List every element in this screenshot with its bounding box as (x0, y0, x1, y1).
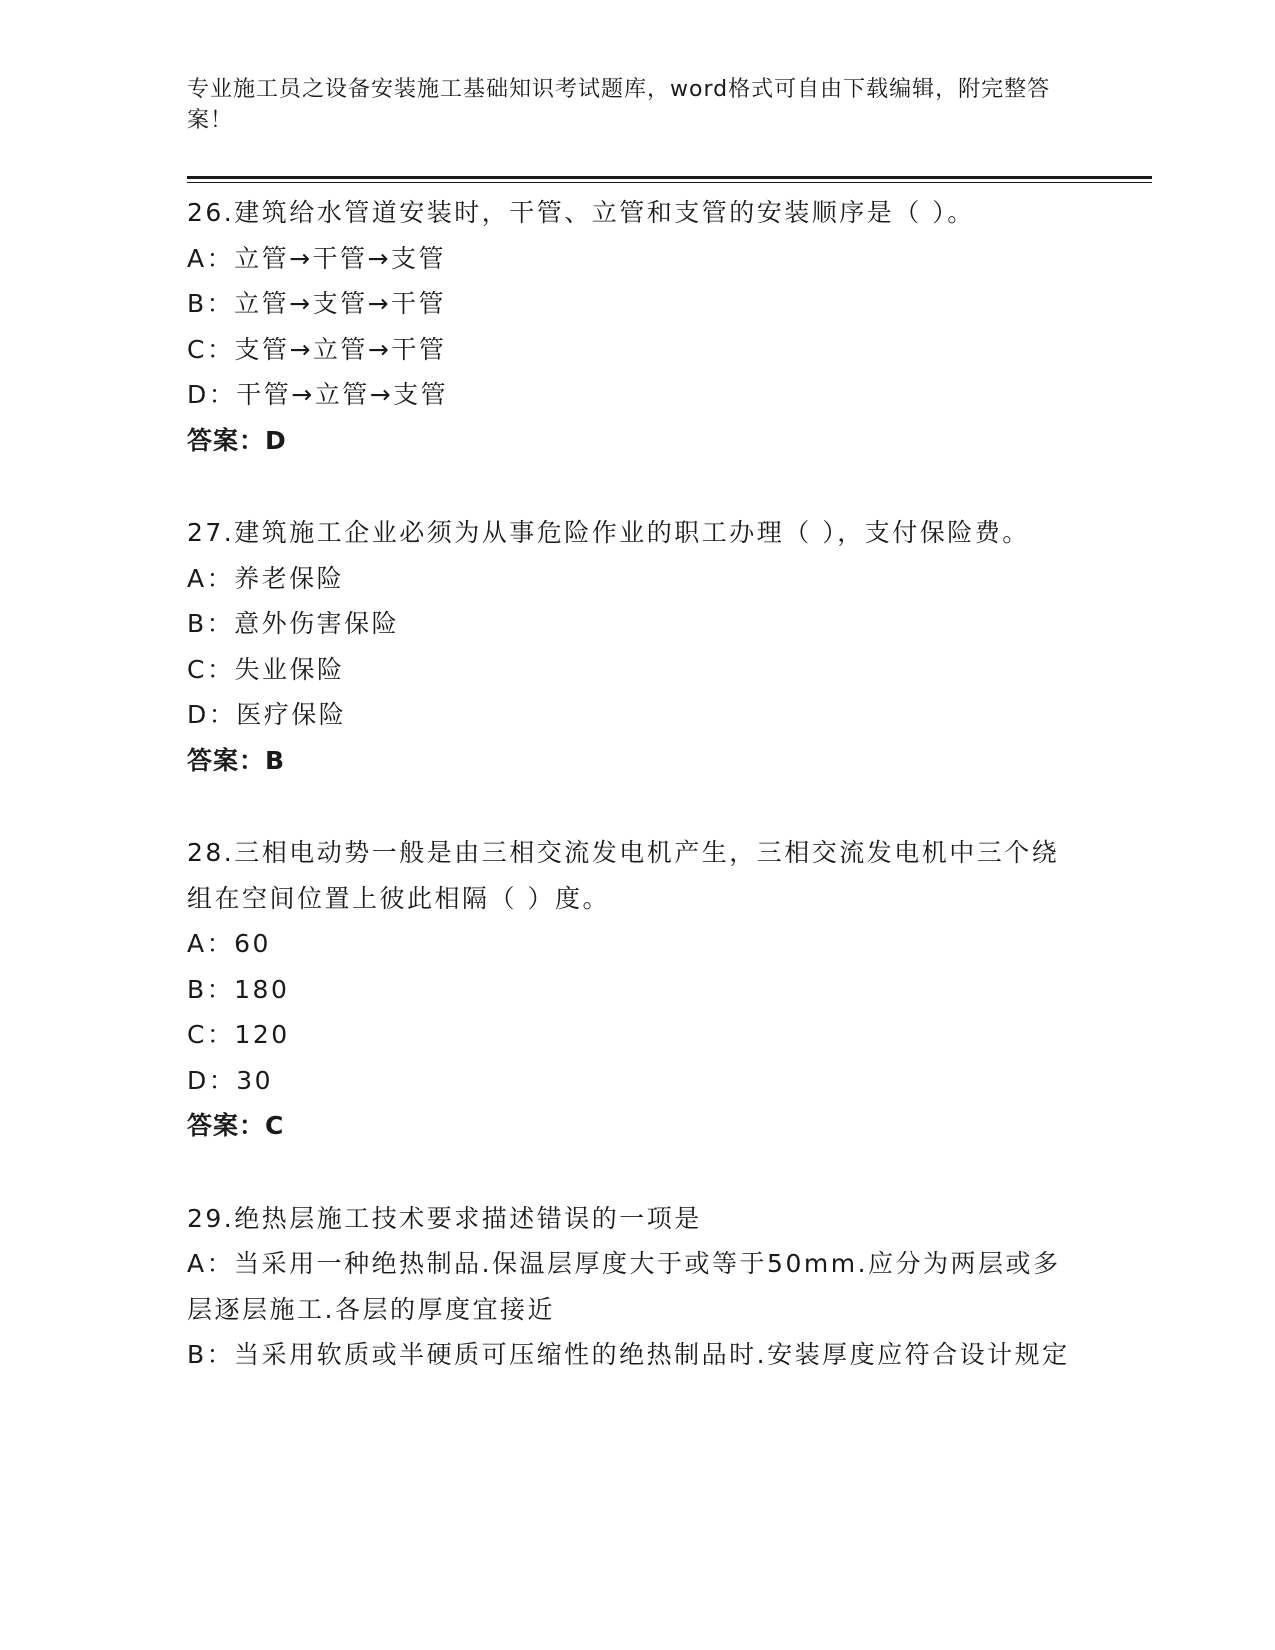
question-stem: 29.绝热层施工技术要求描述错误的一项是 (187, 1203, 702, 1233)
option-d: D：医疗保险 (187, 700, 347, 729)
document-header: 专业施工员之设备安装施工基础知识考试题库，word格式可自由下载编辑，附完整答案！ (187, 77, 1051, 133)
option-c: C：120 (187, 1020, 290, 1049)
option-a: A：当采用一种绝热制品.保温层厚度大于或等于50mm.应分为两层或多层逐层施工.各层的厚度宜接近 (187, 1249, 1061, 1324)
option-a: A：养老保险 (187, 563, 345, 593)
option-a: A：立管→干管→支管 (187, 243, 446, 273)
header-divider-thick (187, 176, 1152, 179)
question-28 (187, 830, 1082, 1149)
option-c: C：支管→立管→干管 (187, 334, 447, 364)
option-b: B：180 (187, 974, 290, 1004)
option-b: B：当采用软质或半硬质可压缩性的绝热制品时.安装厚度应符合设计规定 (187, 1340, 1070, 1369)
question-stem: 28.三相电动势一般是由三相交流发电机产生，三相交流发电机中三个绕组在空间位置上彼此相隔（ ）度。 (187, 838, 1060, 913)
option-b: B：立管→支管→干管 (187, 289, 447, 318)
option-c: C：失业保险 (187, 654, 345, 684)
question-list (187, 190, 1082, 1425)
header-divider-thin (187, 182, 1152, 183)
question-stem: 27.建筑施工企业必须为从事危险作业的职工办理（ ），支付保险费。 (187, 518, 1030, 547)
answer-line: 答案：C (187, 1111, 285, 1140)
question-29 (187, 1196, 1082, 1378)
option-d: D：干管→立管→支管 (187, 380, 449, 409)
answer-line: 答案：B (187, 745, 286, 775)
option-d: D：30 (187, 1065, 274, 1095)
question-27 (187, 510, 1082, 783)
question-26 (187, 190, 1082, 463)
option-a: A：60 (187, 929, 271, 958)
answer-line: 答案：D (187, 425, 287, 455)
question-stem: 26.建筑给水管道安装时，干管、立管和支管的安装顺序是（ ）。 (187, 198, 975, 227)
option-b: B：意外伤害保险 (187, 609, 400, 638)
